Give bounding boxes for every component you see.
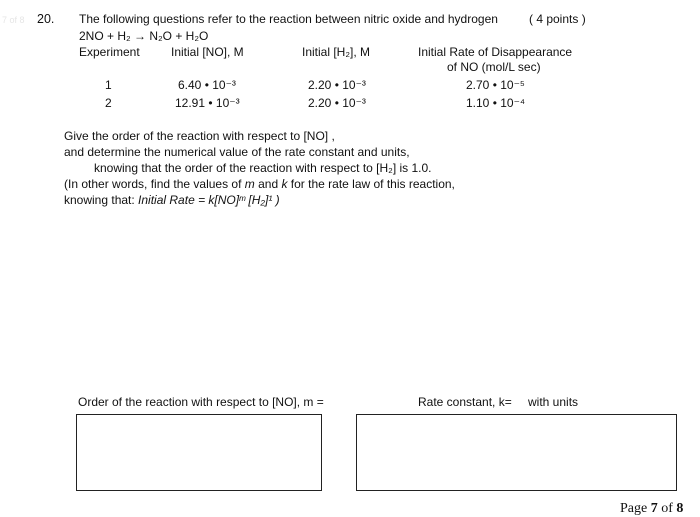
faint-page-mark: 7 of 8	[2, 15, 25, 25]
rate-constant-label: Rate constant, k=	[418, 395, 512, 409]
table-cell-exp: 1	[105, 78, 112, 92]
order-answer-box[interactable]	[76, 414, 322, 491]
question-number: 20.	[37, 12, 55, 26]
prompt-line-2: and determine the numerical value of the rate constant and units,	[64, 145, 410, 159]
page-word: Page	[620, 501, 648, 516]
rate-constant-units-label: with units	[528, 395, 579, 409]
var-k: k	[281, 177, 288, 191]
order-answer-label: Order of the reaction with respect to [NO], m =	[78, 395, 324, 409]
question-points: ( 4 points )	[529, 12, 586, 26]
prompt-line-4	[64, 177, 455, 191]
header-rate-line2: of NO (mol/L sec)	[447, 60, 541, 74]
page-total: 8	[676, 501, 684, 516]
table-cell-h2: 2.20 • 10⁻³	[308, 78, 366, 92]
table-cell-no: 6.40 • 10⁻³	[178, 78, 236, 92]
table-cell-h2: 2.20 • 10⁻³	[308, 96, 366, 110]
page-footer	[620, 501, 683, 517]
of-word: of	[661, 501, 673, 516]
prompt-line-5	[64, 193, 280, 207]
prompt-line-4-pre: (In other words, find the values of	[64, 177, 245, 191]
header-initial-no: Initial [NO], M	[171, 45, 244, 59]
prompt-line-5-pre: knowing that:	[64, 193, 139, 207]
rate-constant-answer-box[interactable]	[356, 414, 677, 491]
question-intro: The following questions refer to the reaction between nitric oxide and hydrogen	[79, 12, 498, 26]
var-m: m	[244, 177, 255, 191]
prompt-line-4-and: and	[254, 177, 282, 191]
header-initial-h2: Initial [H₂], M	[302, 45, 371, 59]
reaction-equation: 2NO + H₂ → N₂O + H₂O	[79, 29, 209, 43]
table-cell-no: 12.91 • 10⁻³	[175, 96, 240, 110]
header-experiment: Experiment	[79, 45, 140, 59]
prompt-line-4-post: for the rate law of this reaction,	[287, 177, 455, 191]
rate-law-formula: Initial Rate = k[NO]ᵐ [H₂]¹ )	[138, 193, 280, 207]
table-cell-rate: 2.70 • 10⁻⁵	[466, 78, 525, 92]
table-cell-exp: 2	[105, 96, 112, 110]
table-cell-rate: 1.10 • 10⁻⁴	[466, 96, 526, 110]
prompt-line-1: Give the order of the reaction with respect to [NO] ,	[64, 129, 335, 143]
header-rate-line1: Initial Rate of Disappearance	[418, 45, 573, 59]
prompt-line-3: knowing that the order of the reaction with respect to [H₂] is 1.0.	[94, 161, 432, 175]
page-number: 7	[650, 501, 658, 516]
